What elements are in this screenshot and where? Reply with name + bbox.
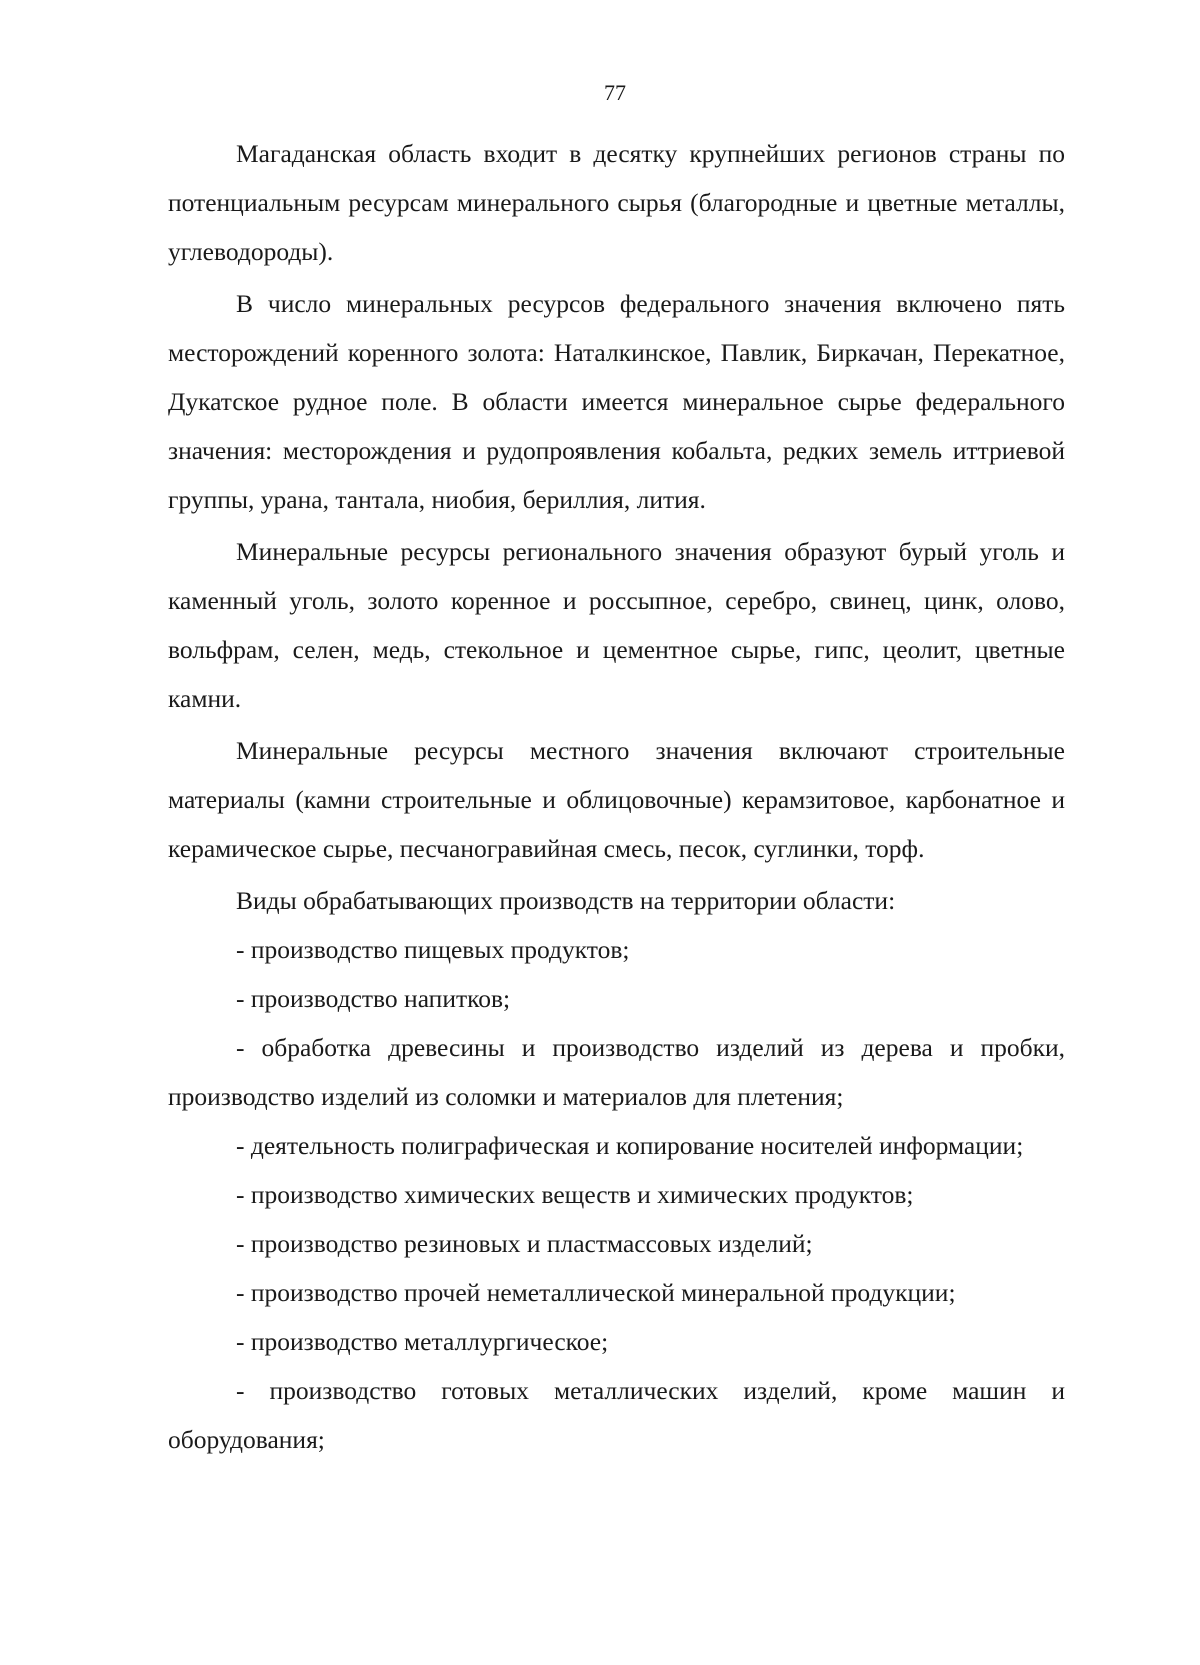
page-number: 77 [604, 80, 626, 105]
list-item: - производство прочей неметаллической минеральной продукции; [236, 1278, 956, 1307]
list-item: - производство напитков; [236, 984, 511, 1013]
list-item: - обработка древесины и производство изделий из дерева и пробки, производство изделий из соломки и материалов для плетения; [168, 1033, 1065, 1111]
paragraph-regional-resources: Минеральные ресурсы регионального значения образуют бурый уголь и каменный уголь, золото коренное и россыпное, серебро, свинец, цинк, олово, вольфрам, селен, медь, стекольное и цементное сырье, гипс, цеолит, цветные камни. [168, 537, 1065, 713]
paragraph-federal-resources: В число минеральных ресурсов федерального значения включено пять месторождений коренного золота: Наталкинское, Павлик, Биркачан, Перекатное, Дукатское рудное поле. В области имеется минеральное сырье федерального значения: месторождения и рудопроявления кобальта, редких земель иттриевой группы, урана, тантала, ниобия, бериллия, лития. [168, 289, 1065, 514]
list-item: - производство химических веществ и химических продуктов; [236, 1180, 914, 1209]
list-item: - производство резиновых и пластмассовых изделий; [236, 1229, 813, 1258]
paragraph-mineral-resources: Магаданская область входит в десятку крупнейших регионов страны по потенциальным ресурсам минерального сырья (благородные и цветные металлы, углеводороды). [168, 139, 1065, 266]
list-item: - деятельность полиграфическая и копирование носителей информации; [236, 1131, 1024, 1160]
page-body [168, 129, 1065, 1464]
list-item: - производство пищевых продуктов; [236, 935, 630, 964]
paragraph-local-resources: Минеральные ресурсы местного значения включают строительные материалы (камни строительные и облицовочные) керамзитовое, карбонатное и керамическое сырье, песчаногравийная смесь, песок, суглинки, торф. [168, 736, 1065, 863]
paragraph-industries-intro: Виды обрабатывающих производств на территории области: [236, 886, 896, 915]
list-item: - производство металлургическое; [236, 1327, 609, 1356]
list-item: - производство готовых металлических изделий, кроме машин и оборудования; [168, 1376, 1065, 1454]
